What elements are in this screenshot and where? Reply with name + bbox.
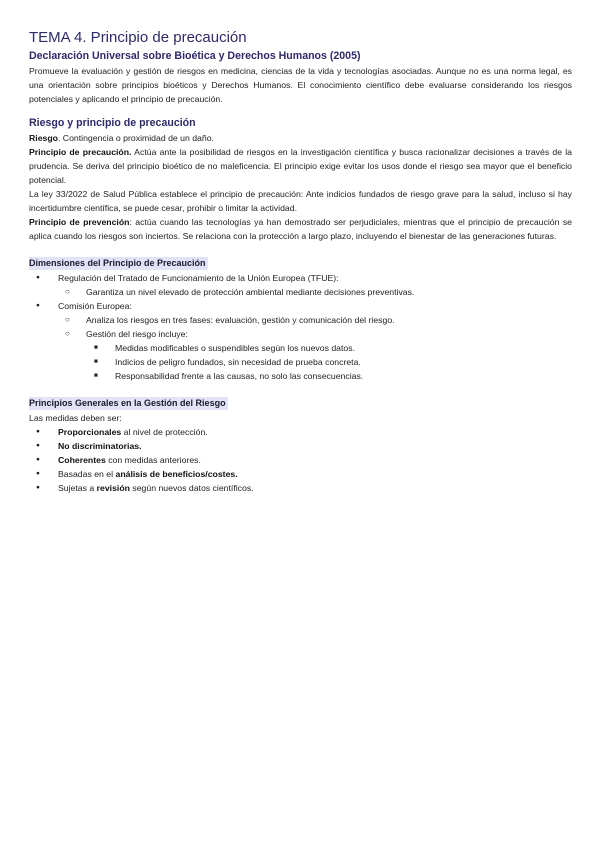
item-post: según nuevos datos científicos.: [129, 483, 254, 493]
riesgo-paragraph: [29, 131, 572, 145]
tfue-item-text: Regulación del Tratado de Funcionamiento de la Unión Europea (TFUE):: [58, 273, 339, 283]
item-bold: análisis de beneficios/costes.: [115, 469, 238, 479]
declaration-heading: Declaración Universal sobre Bioética y Derechos Humanos (2005): [29, 50, 361, 62]
tfue-sublist: [29, 285, 572, 299]
item-post: con medidas anteriores.: [105, 455, 201, 465]
comision-subitem-text: Analiza los riesgos en tres fases: evaluación, gestión y comunicación del riesgo.: [86, 315, 395, 325]
dimensions-list: [29, 271, 572, 383]
gestion-subitem-text: Gestión del riesgo incluye:: [86, 329, 188, 339]
list-item: [29, 439, 572, 453]
list-item: [29, 369, 572, 383]
gestion-item-text: Responsabilidad frente a las causas, no solo las consecuencias.: [115, 371, 364, 381]
page-title: TEMA 4. Principio de precaución: [29, 29, 247, 46]
list-item: [29, 481, 572, 495]
comision-sublist: [29, 313, 572, 383]
general-intro: Las medidas deben ser:: [29, 413, 122, 423]
precaucion-term: Principio de precaución.: [29, 147, 132, 157]
item-bold: Coherentes: [58, 455, 106, 465]
precaucion-definition: Actúa ante la posibilidad de riesgos en la investigación científica y busca racionalizar decisiones a través de la prudencia. Se deriva del principio bioético de no maleficencia. El principio exige evitar los usos donde el riesgo sea mayor que el beneficio potencial.: [29, 147, 572, 185]
item-bold: Proporcionales: [58, 427, 122, 437]
ley-paragraph: La ley 33/2022 de Salud Pública establece el principio de precaución: Ante indicios fundados de riesgo grave para la salud, incluso si hay incertidumbre científica, se puede cesar, prohibir o limitar la actividad.: [29, 189, 572, 213]
general-heading: Principios Generales en la Gestión del Riesgo: [29, 398, 226, 408]
riesgo-definition: . Contingencia o proximidad de un daño.: [57, 133, 214, 143]
prevencion-term: Principio de prevención: [29, 217, 130, 227]
list-item: [29, 425, 572, 439]
prevencion-paragraph: [29, 215, 572, 243]
gestion-item-text: Medidas modificables o suspendibles según los nuevos datos.: [115, 343, 356, 353]
comision-item-text: Comisión Europea:: [58, 301, 132, 311]
spacer: [29, 106, 572, 116]
list-item: [29, 299, 572, 383]
precaucion-paragraph: [29, 145, 572, 187]
spacer: [29, 383, 572, 396]
list-item: [29, 467, 572, 481]
risk-heading: Riesgo y principio de precaución: [29, 117, 196, 129]
list-item: [29, 341, 572, 355]
spacer: [29, 243, 572, 256]
list-item: [29, 285, 572, 299]
riesgo-term: Riesgo: [29, 133, 58, 143]
item-bold: revisión: [96, 483, 130, 493]
declaration-paragraph: Promueve la evaluación y gestión de riesgos en medicina, ciencias de la vida y tecnologías asociadas. Aunque no es una norma legal, es una orientación sobre principios bioéticos y Derechos Humanos. El conocimiento científico debe evaluarse considerando los riesgos potenciales y aplicando el principio de precaución.: [29, 66, 572, 104]
dimensions-heading: Dimensiones del Principio de Precaución: [29, 258, 206, 268]
item-post: al nivel de protección.: [121, 427, 208, 437]
list-item: [29, 453, 572, 467]
list-item: [29, 271, 572, 299]
list-item: [29, 313, 572, 327]
item-pre: Sujetas a: [58, 483, 97, 493]
gestion-sublist: [29, 341, 572, 383]
general-list: [29, 425, 572, 495]
prevencion-definition: : actúa cuando las tecnologías ya han demostrado ser perjudiciales, mientras que el principio de precaución se aplica cuando los riesgos son inciertos. Se relaciona con la protección a largo plazo, incluyendo el bienestar de las generaciones futuras.: [29, 217, 573, 241]
gestion-item-text: Indicios de peligro fundados, sin necesidad de prueba concreta.: [115, 357, 361, 367]
list-item: [29, 355, 572, 369]
item-pre: Basadas en el: [58, 469, 116, 479]
tfue-subitem-text: Garantiza un nivel elevado de protección ambiental mediante decisiones preventivas.: [86, 287, 415, 297]
item-bold: No discriminatorias.: [58, 441, 142, 451]
list-item: [29, 327, 572, 383]
